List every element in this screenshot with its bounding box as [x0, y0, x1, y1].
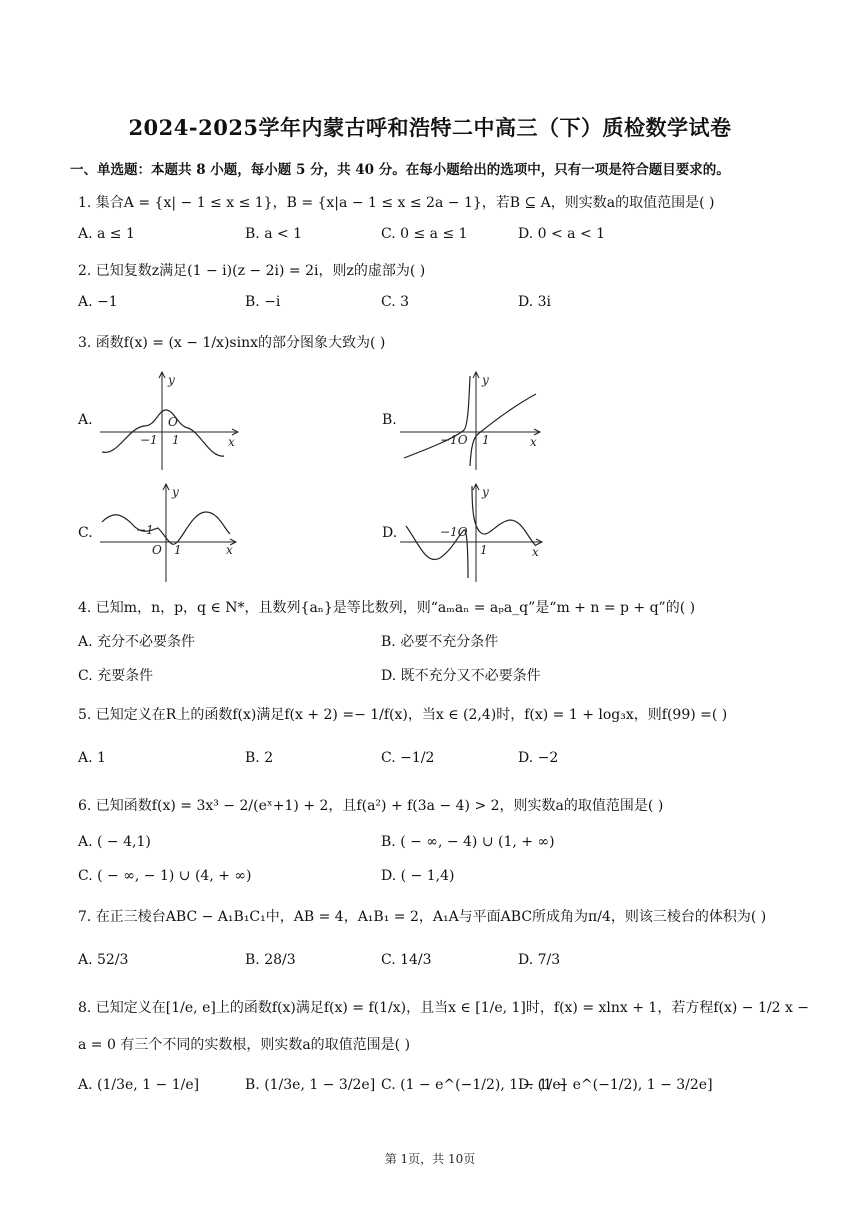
graph-c-label[interactable]: C. — [78, 525, 93, 541]
tick-1: 1 — [480, 543, 488, 557]
question-7-options — [78, 952, 800, 974]
option-b[interactable]: B. ( − ∞, − 4) ∪ (1, + ∞) — [381, 834, 555, 850]
question-6-options-row2 — [78, 868, 800, 890]
graph-a-label[interactable]: A. — [78, 412, 93, 428]
question-8-options — [78, 1077, 800, 1099]
y-axis-label: y — [168, 373, 175, 387]
option-c[interactable]: C. ( − ∞, − 1) ∪ (4, + ∞) — [78, 868, 252, 884]
option-c[interactable]: C. (1 − e^(−1/2), 1 − 1/e] — [381, 1077, 567, 1093]
option-c[interactable]: C. 3 — [381, 294, 410, 310]
tick-1: 1 — [174, 543, 182, 557]
option-a[interactable]: A. −1 — [78, 294, 118, 310]
option-c[interactable]: C. −1/2 — [381, 750, 435, 766]
question-5-stem: 5. 已知定义在R上的函数f(x)满足f(x + 2) =− 1/f(x)，当x ∈ (2,4)时，f(x) = 1 + log₃x，则f(99) =( ) — [78, 707, 728, 723]
origin-label: O — [152, 543, 162, 557]
tick-neg1-origin: −1O — [440, 525, 468, 539]
option-d[interactable]: D. (1 − e^(−1/2), 1 − 3/2e] — [518, 1077, 713, 1093]
option-c[interactable]: C. 14/3 — [381, 952, 432, 968]
tick-neg1: −1 — [136, 523, 154, 537]
option-a[interactable]: A. 1 — [78, 750, 106, 766]
x-axis-label: x — [532, 545, 539, 559]
question-1-stem: 1. 集合A = {x| − 1 ≤ x ≤ 1}，B = {x|a − 1 ≤ x ≤ 2a − 1}，若B ⊆ A，则实数a的取值范围是( ) — [78, 195, 715, 211]
question-4-options-row2 — [78, 665, 800, 687]
question-6-stem: 6. 已知函数f(x) = 3x³ − 2/(eˣ+1) + 2，且f(a²) + f(3a − 4) > 2，则实数a的取值范围是( ) — [78, 798, 664, 814]
question-5-options — [78, 750, 800, 772]
tick-neg1: −1 — [140, 433, 158, 447]
x-axis-label: x — [226, 543, 233, 557]
option-b[interactable]: B. −i — [245, 294, 281, 310]
tick-1: 1 — [172, 433, 180, 447]
question-2-options — [78, 294, 800, 316]
section-header: 一、单选题：本题共 8 小题，每小题 5 分，共 40 分。在每小题给出的选项中，只有一项是符合题目要求的。 — [70, 162, 730, 178]
question-1-options — [78, 226, 800, 248]
question-6-options-row1 — [78, 834, 800, 856]
graph-d-label[interactable]: D. — [382, 525, 398, 541]
question-3-stem: 3. 函数f(x) = (x − 1/x)sinx的部分图象大致为( ) — [78, 335, 386, 351]
option-d[interactable]: D. ( − 1,4) — [381, 868, 455, 884]
y-axis-label: y — [482, 485, 489, 499]
option-b[interactable]: B. 28/3 — [245, 952, 296, 968]
option-a[interactable]: A. (1/3e, 1 − 1/e] — [78, 1077, 200, 1093]
x-axis-label: x — [530, 435, 537, 449]
graph-b-label[interactable]: B. — [382, 412, 397, 428]
origin-label: O — [168, 415, 178, 429]
question-4-stem: 4. 已知m，n，p，q ∈ N*，且数列{aₙ}是等比数列，则“aₘaₙ = aₚa_q”是“m + n = p + q”的( ) — [78, 600, 696, 616]
option-d[interactable]: D. 3i — [518, 294, 552, 310]
option-d[interactable]: D. −2 — [518, 750, 559, 766]
option-a[interactable]: A. 52/3 — [78, 952, 129, 968]
graph-c[interactable] — [100, 482, 250, 582]
question-2-stem: 2. 已知复数z满足(1 − i)(z − 2i) = 2i，则z的虚部为( ) — [78, 263, 426, 279]
option-d[interactable]: D. 7/3 — [518, 952, 561, 968]
x-axis-label: x — [228, 435, 235, 449]
y-axis-label: y — [482, 373, 489, 387]
option-d[interactable]: D. 既不充分又不必要条件 — [381, 668, 541, 684]
tick-1: 1 — [482, 433, 490, 447]
option-a[interactable]: A. a ≤ 1 — [78, 226, 135, 242]
option-a[interactable]: A. ( − 4,1) — [78, 834, 151, 850]
option-b[interactable]: B. (1/3e, 1 − 3/2e] — [245, 1077, 376, 1093]
graph-a[interactable] — [100, 370, 250, 470]
graph-d[interactable] — [400, 482, 550, 582]
option-a[interactable]: A. 充分不必要条件 — [78, 634, 196, 650]
page-footer: 第 1页，共 10页 — [384, 1152, 476, 1166]
option-b[interactable]: B. a < 1 — [245, 226, 303, 242]
question-7-stem: 7. 在正三棱台ABC − A₁B₁C₁中，AB = 4，A₁B₁ = 2，A₁A与平面ABC所成角为π/4，则该三棱台的体积为( ) — [78, 909, 767, 925]
tick-neg1-origin: −1O — [440, 433, 468, 447]
option-b[interactable]: B. 2 — [245, 750, 274, 766]
option-d[interactable]: D. 0 < a < 1 — [518, 226, 606, 242]
page-title: 2024-2025学年内蒙古呼和浩特二中高三（下）质检数学试卷 — [128, 115, 732, 140]
option-c[interactable]: C. 充要条件 — [78, 668, 154, 684]
question-8-stem-continued: a = 0 有三个不同的实数根，则实数a的取值范围是( ) — [78, 1037, 411, 1053]
question-4-options-row1 — [78, 631, 800, 653]
option-b[interactable]: B. 必要不充分条件 — [381, 634, 499, 650]
question-8-stem: 8. 已知定义在[1/e, e]上的函数f(x)满足f(x) = f(1/x)，且当x ∈ [1/e, 1]时，f(x) = xlnx + 1，若方程f(x) − 1/2 x − — [78, 1000, 810, 1016]
graph-b[interactable] — [400, 370, 550, 470]
option-c[interactable]: C. 0 ≤ a ≤ 1 — [381, 226, 468, 242]
y-axis-label: y — [172, 485, 179, 499]
